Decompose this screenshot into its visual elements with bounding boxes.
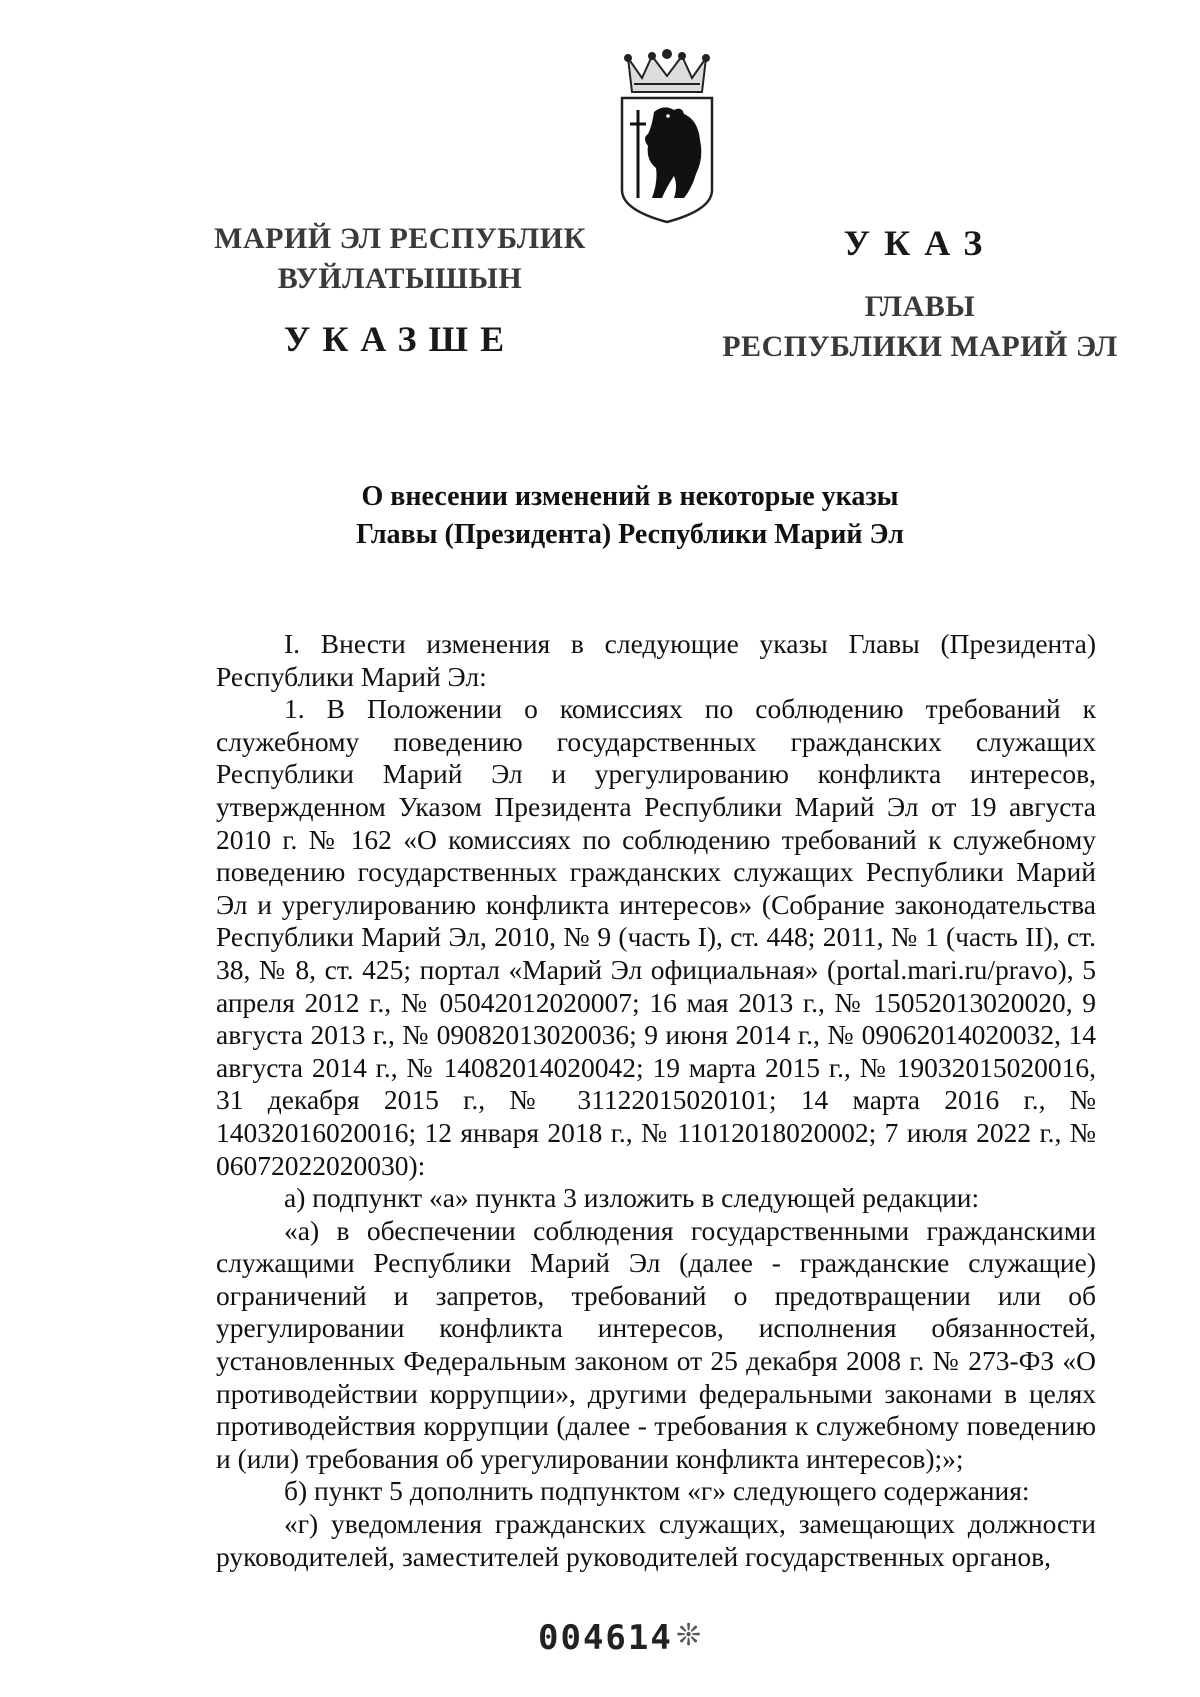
paragraph-2: 1. В Положении о комиссиях по соблюдению требований к служебному поведению государственных гражданских служащих Республики Марий Эл и урегулированию конфликта интересов, утвержденном Указом Президента Республики Марий Эл от 19 августа 2010 г. № 162 «О комиссиях по соблюдению требований к служебному поведению государственных гражданских служащих Республики Марий Эл и урегулированию конфликта интересов» (Собрание законодательства Республики Марий Эл, 2010, № 9 (часть I), ст. 448; 2011, № 1 (часть II), ст. 38, № 8, ст. 425; портал «Марий Эл официальная» (portal.mari.ru/pravo), 5 апреля 2012 г., № 05042012020007; 16 мая 2013 г., № 15052013020020, 9 августа 2013 г., № 09082013020036; 9 июня 2014 г., № 09062014020032, 14 августа 2014 г., № 14082014020042; 19 марта 2015 г., № 19032015020016, 31 декабря 2015 г., № 31122015020101; 14 марта 2016 г., № 14032016020016; 12 января 2018 г., № 11012018020002; 7 июля 2022 г., № 06072022020030): — [216, 693, 1096, 1181]
paragraph-6: «г) уведомления гражданских служащих, замещающих должности руководителей, заместителей руководителей государственных органов, — [216, 1508, 1096, 1572]
document-title — [280, 478, 980, 554]
paragraph-1: I. Внести изменения в следующие указы Главы (Президента) Республики Марий Эл: — [216, 628, 1096, 692]
serial-number: 004614 — [538, 1618, 673, 1658]
coat-of-arms-icon — [608, 48, 726, 226]
header-left-line2: ВУЙЛАТЫШЫН — [277, 262, 523, 295]
paragraph-4: «а) в обеспечении соблюдения государственными гражданскими служащими Республики Марий Эл (далее - гражданские служащие) ограничений и запретов, требований о предотвращении или об урегулировании конфликта интересов, исполнения обязанностей, установленных Федеральным законом от 25 декабря 2008 г. № 273-ФЗ «О противодействии коррупции», другими федеральными законами в целях противодействия коррупции (далее - требования к служебному поведению и (или) требования об урегулировании конфликта интересов);»; — [216, 1214, 1096, 1474]
title-line1: О внесении изменений в некоторые указы — [361, 481, 899, 512]
document-body — [216, 628, 1096, 1573]
paragraph-3: а) подпункт «а» пункта 3 изложить в следующей редакции: — [284, 1182, 980, 1214]
header-right-line3: РЕСПУБЛИКИ МАРИЙ ЭЛ — [722, 330, 1118, 363]
title-line2: Главы (Президента) Республики Марий Эл — [356, 519, 904, 550]
serial-mark-icon: ❊ — [676, 1619, 702, 1652]
header-left-line3: УКАЗШЕ — [283, 319, 517, 359]
header-left-line1: МАРИЙ ЭЛ РЕСПУБЛИК — [214, 222, 586, 255]
header-right-line1: УКАЗ — [843, 223, 997, 263]
header-right-line2: ГЛАВЫ — [864, 290, 976, 323]
paragraph-5: б) пункт 5 дополнить подпунктом «г» следующего содержания: — [284, 1475, 1030, 1507]
